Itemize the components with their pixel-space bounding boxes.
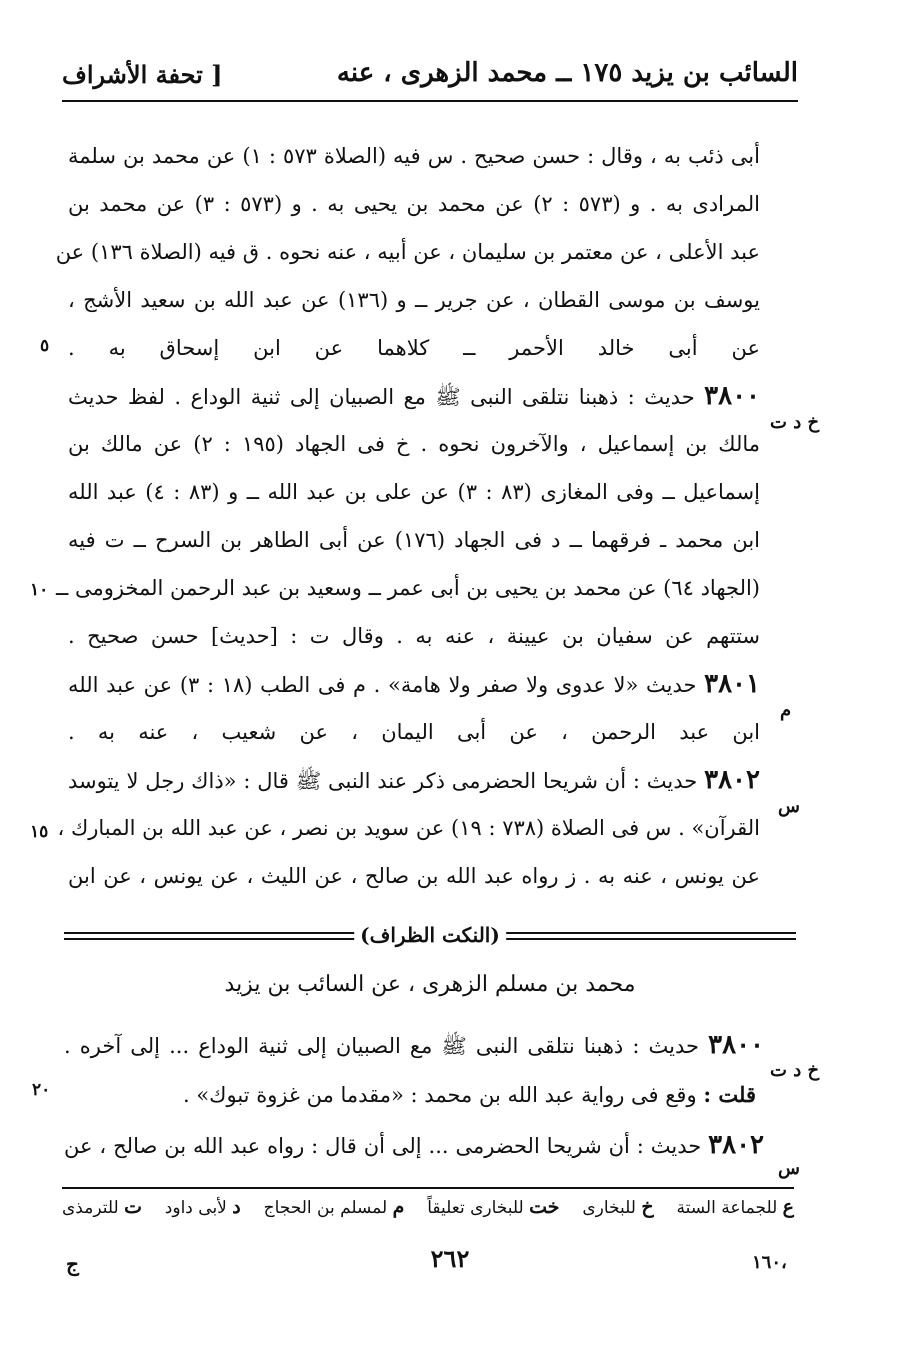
- hadith-number: ٣٨٠٠: [704, 381, 760, 411]
- legend-item: د لأبى داود: [164, 1196, 241, 1218]
- legend-item: م لمسلم بن الحجاج: [263, 1196, 405, 1218]
- sigla-legend: [62, 1196, 794, 1218]
- legend-item: ت للترمذى: [62, 1196, 142, 1218]
- margin-sigla: س: [778, 796, 800, 817]
- hadith-text: حديث : أن شريحا الحضرمى ... إلى أن قال : رواه عبد الله بن صالح ، عن: [64, 1134, 702, 1158]
- nukat-entry-3802: [64, 1120, 764, 1170]
- header-rule: [62, 100, 798, 102]
- hadith-entry-3800: [68, 372, 760, 420]
- page-number: ٢٦٢: [430, 1244, 470, 1273]
- signature-mark-right: ١٦٠،: [752, 1252, 787, 1273]
- margin-sigla: خ د ت: [770, 1060, 820, 1081]
- hadith-entry-3802: [68, 756, 760, 804]
- running-header: [62, 50, 798, 102]
- legend-siglum: خت: [529, 1196, 560, 1218]
- text-line: إسماعيل ــ وفى المغازى (٨٣ : ٣) عن على بن عبد الله ــ و (٨٣ : ٤) عبد الله: [68, 480, 760, 504]
- legend-item: خ للبخارى: [582, 1196, 654, 1218]
- main-text: [55, 132, 761, 900]
- legend-siglum: ع: [782, 1196, 794, 1218]
- header-title-left: [ تحفة الأشراف: [62, 60, 223, 89]
- line-number: ١٠: [30, 580, 49, 600]
- nukat-note: [64, 1070, 764, 1120]
- text-line: القرآن» . س فى الصلاة (٧٣٨ : ١٩) عن سويد بن نصر ، عن عبد الله بن المبارك ،: [57, 816, 760, 840]
- hadith-text: حديث «لا عدوى ولا صفر ولا هامة» . م فى الطب (١٨ : ٣) عن عبد الله: [68, 673, 697, 697]
- legend-siglum: د: [232, 1196, 241, 1218]
- text-line: مالك بن إسماعيل ، والآخرون نحوه . خ فى الجهاد (١٩٥ : ٢) عن مالك بن: [68, 432, 760, 456]
- text-line: (الجهاد ٦٤) عن محمد بن يحيى بن أبى عمر ــ وسعيد بن عبد الرحمن المخزومى ــ: [55, 576, 760, 600]
- hadith-text: حديث : ذهبنا نتلقى النبى ﷺ مع الصبيان إلى ثنية الوداع . لفظ حديث: [68, 385, 695, 409]
- section-separator: [64, 919, 796, 953]
- text-line: ابن محمد ـ فرقهما ــ د فى الجهاد (١٧٦) عن أبى الطاهر بن السرح ــ ت فيه: [68, 528, 760, 552]
- text-line: يوسف بن موسى القطان ، عن جرير ــ و (١٣٦) عن عبد الله بن سعيد الأشج ،: [68, 288, 760, 312]
- text-line: ابن عبد الرحمن ، عن أبى اليمان ، عن شعيب ، عنه به .: [68, 720, 760, 744]
- margin-sigla: م: [780, 700, 792, 721]
- hadith-number: ٣٨٠٢: [704, 765, 760, 795]
- nukat-entry-3800: [64, 1020, 764, 1070]
- note-label: قلت :: [703, 1082, 756, 1107]
- separator-label: (النكت الظراف): [354, 919, 506, 951]
- line-number: ١٥: [30, 822, 49, 842]
- hadith-number: ٣٨٠٠: [708, 1030, 764, 1060]
- legend-siglum: ت: [124, 1196, 142, 1218]
- line-number: ٢٠: [32, 1080, 51, 1100]
- section-subheading: محمد بن مسلم الزهرى ، عن السائب بن يزيد: [224, 972, 636, 997]
- legend-item: خت للبخارى تعليقاً: [427, 1196, 560, 1218]
- note-text: وقع فى رواية عبد الله بن محمد : «مقدما من غزوة تبوك» .: [182, 1083, 697, 1107]
- text-line: أبى ذئب به ، وقال : حسن صحيح . س فيه (الصلاة ٥٧٣ : ١) عن محمد بن سلمة: [68, 144, 760, 168]
- text-line: ستتهم عن سفيان بن عيينة ، عنه به . وقال ت : [حديث] حسن صحيح .: [68, 624, 760, 648]
- line-number: ٥: [40, 336, 50, 356]
- legend-siglum: خ: [641, 1196, 654, 1218]
- margin-sigla: خ د ت: [770, 412, 820, 433]
- text-line: عن يونس ، عنه به . ز رواه عبد الله بن صالح ، عن الليث ، عن يونس ، عن ابن: [68, 864, 761, 888]
- hadith-number: ٣٨٠٢: [708, 1130, 764, 1160]
- footer-rule: [62, 1187, 794, 1189]
- hadith-number: ٣٨٠١: [704, 669, 760, 699]
- hadith-text: حديث : أن شريحا الحضرمى ذكر عند النبى ﷺ قال : «ذاك رجل لا يتوسد: [68, 769, 698, 793]
- hadith-entry-3801: [68, 660, 760, 708]
- margin-sigla: س: [778, 1158, 800, 1179]
- text-line: عن أبى خالد الأحمر ــ كلاهما عن ابن إسحاق به .: [68, 336, 760, 360]
- legend-item: ع للجماعة الستة: [676, 1196, 794, 1218]
- header-title-right: السائب بن يزيد ١٧٥ ــ محمد الزهرى ، عنه: [336, 58, 798, 88]
- hadith-text: حديث : ذهبنا نتلقى النبى ﷺ مع الصبيان إلى ثنية الوداع ... إلى آخره .: [64, 1034, 700, 1058]
- nukat-section: [64, 1020, 764, 1170]
- text-line: عبد الأعلى ، عن معتمر بن سليمان ، عن أبيه ، عنه نحوه . ق فيه (الصلاة ١٣٦) عن: [55, 240, 760, 264]
- text-line: المرادى به . و (٥٧٣ : ٢) عن محمد بن يحيى به . و (٥٧٣ : ٣) عن محمد بن: [68, 192, 760, 216]
- legend-siglum: م: [392, 1196, 405, 1218]
- signature-mark-left: ج: [66, 1252, 79, 1276]
